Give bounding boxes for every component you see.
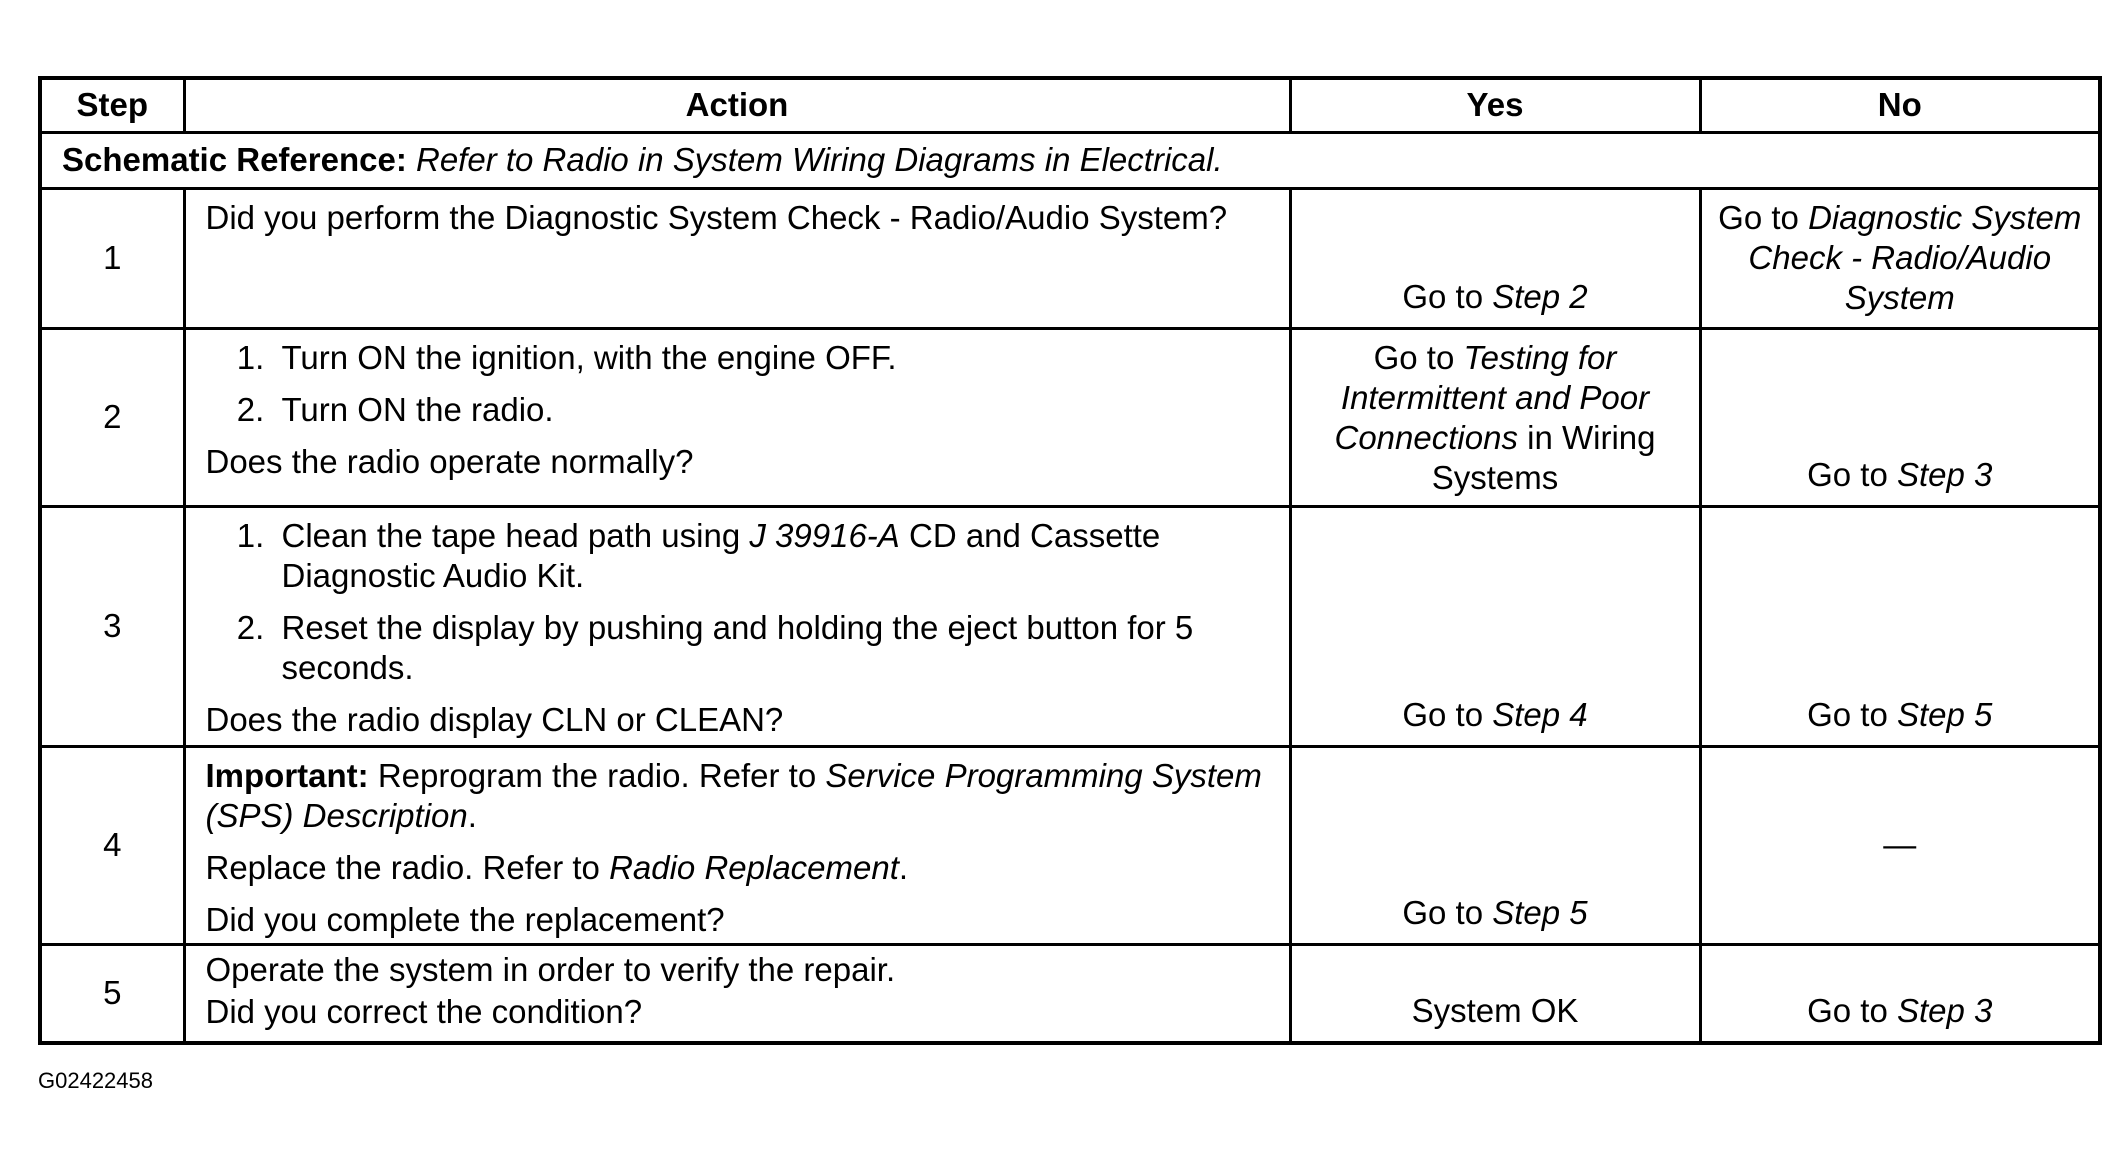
yes-prefix: Go to xyxy=(1402,277,1493,315)
item-text: CD and Cassette Diagnostic Audio Kit. xyxy=(281,516,1161,594)
no-cell xyxy=(1700,506,2100,746)
action-cell xyxy=(184,328,1290,506)
yes-link[interactable]: Step 2 xyxy=(1492,277,1588,315)
action-step-item xyxy=(274,516,1275,596)
action-question: Did you correct the condition? xyxy=(205,992,643,1030)
header-no: No xyxy=(1700,78,2100,132)
no-link[interactable]: Step 3 xyxy=(1896,992,1993,1029)
yes-link[interactable]: Testing for Intermittent and Poor Connections xyxy=(1334,338,1650,456)
step-number: 5 xyxy=(40,944,184,1043)
table-row xyxy=(40,746,2100,944)
action-step-item: 2. Reset the display by pushing and holding the eject button for 5 seconds. xyxy=(274,608,1275,688)
replace-note xyxy=(206,848,1275,888)
yes-suffix: in Wiring Systems xyxy=(1431,418,1656,496)
yes-link[interactable]: Step 5 xyxy=(1492,893,1588,931)
action-cell xyxy=(184,746,1290,944)
step-number: 3 xyxy=(40,506,184,746)
action-steps xyxy=(206,516,1275,688)
yes-cell xyxy=(1290,746,1700,944)
header-action: Action xyxy=(184,78,1290,132)
replace-text: Replace the radio. Refer to xyxy=(205,848,610,886)
yes-cell xyxy=(1290,506,1700,746)
action-cell xyxy=(184,506,1290,746)
step-number: 2 xyxy=(40,328,184,506)
yes-prefix: Go to xyxy=(1402,695,1493,733)
table-row xyxy=(40,188,2100,328)
header-yes: Yes xyxy=(1290,78,1700,132)
action-step-item: 2. Turn ON the radio. xyxy=(274,390,1275,430)
step-number: 4 xyxy=(40,746,184,944)
schematic-text: Refer to Radio in System Wiring Diagrams in Electrical. xyxy=(406,141,1223,178)
yes-prefix: Go to xyxy=(1402,893,1493,931)
action-question: Does the radio operate normally? xyxy=(205,442,694,480)
action-steps xyxy=(206,338,1275,430)
yes-cell xyxy=(1290,188,1700,328)
step-number: 1 xyxy=(40,188,184,328)
replace-link[interactable]: Radio Replacement xyxy=(609,848,899,886)
yes-prefix: Go to xyxy=(1373,338,1464,376)
no-link[interactable]: Step 3 xyxy=(1896,455,1993,493)
yes-text: System OK xyxy=(1411,992,1579,1029)
no-prefix: Go to xyxy=(1807,695,1897,733)
action-cell xyxy=(184,944,1290,1043)
important-text: Reprogram the radio. Refer to xyxy=(368,756,826,794)
no-link[interactable]: Step 5 xyxy=(1896,695,1993,733)
header-step: Step xyxy=(40,78,184,132)
action-question: Did you complete the replacement? xyxy=(205,900,725,938)
yes-link[interactable]: Step 4 xyxy=(1492,695,1588,733)
schematic-label: Schematic Reference: xyxy=(62,141,407,178)
action-text: Operate the system in order to verify the repair. xyxy=(205,950,896,988)
action-text: Did you perform the Diagnostic System Check - Radio/Audio System? xyxy=(205,198,1228,236)
replace-end: . xyxy=(898,848,909,886)
important-label: Important: xyxy=(205,756,369,794)
header-row xyxy=(40,78,2100,132)
no-prefix: Go to xyxy=(1718,198,1809,236)
action-cell xyxy=(184,188,1290,328)
no-dash: — xyxy=(1883,826,1917,863)
no-cell xyxy=(1700,328,2100,506)
item-text: Clean the tape head path using xyxy=(281,516,750,554)
important-note xyxy=(206,756,1275,836)
diagnostic-table xyxy=(38,76,2102,1045)
table-row xyxy=(40,944,2100,1043)
important-end: . xyxy=(467,796,477,834)
yes-cell xyxy=(1290,328,1700,506)
yes-cell xyxy=(1290,944,1700,1043)
table-row xyxy=(40,506,2100,746)
no-cell xyxy=(1700,188,2100,328)
no-cell xyxy=(1700,944,2100,1043)
important-link[interactable]: Service Programming System (SPS) Description xyxy=(205,756,1262,834)
schematic-row xyxy=(40,132,2100,188)
table-row xyxy=(40,328,2100,506)
no-prefix: Go to xyxy=(1807,992,1897,1029)
figure-id: G02422458 xyxy=(38,1068,153,1093)
no-prefix: Go to xyxy=(1807,455,1897,493)
no-cell xyxy=(1700,746,2100,944)
tool-number: J 39916-A xyxy=(749,516,900,554)
schematic-reference xyxy=(40,132,2100,188)
action-question: Does the radio display CLN or CLEAN? xyxy=(205,700,784,738)
action-step-item: 1. Turn ON the ignition, with the engine OFF. xyxy=(274,338,1275,378)
no-link[interactable]: Diagnostic System Check - Radio/Audio System xyxy=(1748,198,2082,316)
